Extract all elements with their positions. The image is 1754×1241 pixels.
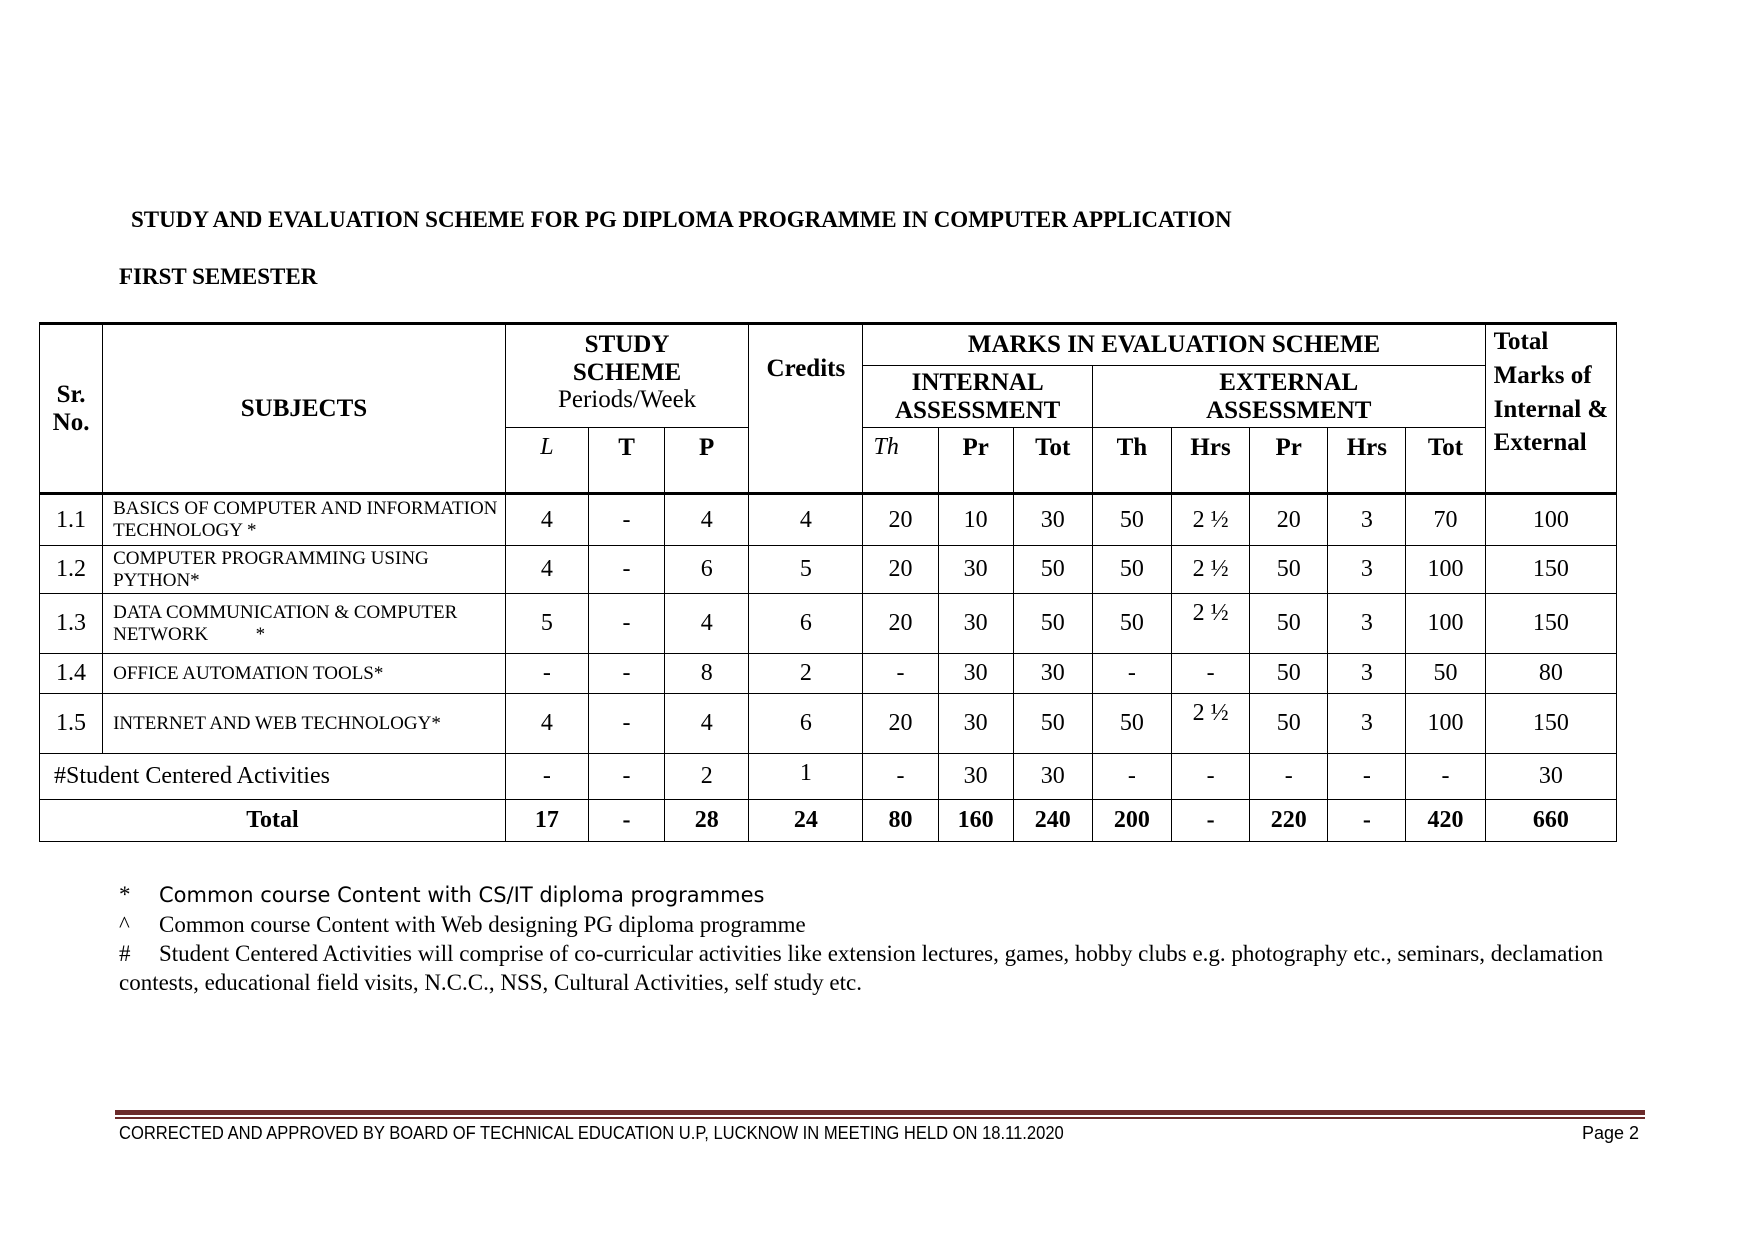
external-th-cell: 200 xyxy=(1092,800,1171,842)
sr-no-cell: 1.4 xyxy=(40,654,103,694)
total-cell: 150 xyxy=(1485,694,1616,754)
external-hrs-cell: - xyxy=(1172,754,1250,800)
marks-scheme-header: MARKS IN EVALUATION SCHEME xyxy=(863,324,1485,366)
footnote-text: Common course Content with CS/IT diploma programmes xyxy=(159,883,765,907)
page-number: Page 2 xyxy=(1581,1123,1639,1143)
l-header: L xyxy=(505,428,588,494)
table-row xyxy=(40,594,1617,654)
external-pr-cell: 50 xyxy=(1250,694,1328,754)
study-scheme-header xyxy=(505,324,748,428)
internal-th-cell: - xyxy=(863,654,938,694)
internal-th-header: Th xyxy=(863,428,938,494)
footnote-symbol: ^ xyxy=(119,912,130,937)
internal-pr-cell: 30 xyxy=(938,546,1013,594)
internal-tot-cell: 240 xyxy=(1013,800,1092,842)
activities-row xyxy=(40,754,1617,800)
p-header: P xyxy=(665,428,749,494)
table-row xyxy=(40,654,1617,694)
internal-tot-cell: 50 xyxy=(1013,594,1092,654)
external-pr-cell: 20 xyxy=(1250,494,1328,546)
external-hrs-cell: 3 xyxy=(1328,546,1406,594)
external-pr-cell: - xyxy=(1250,754,1328,800)
sr-no-cell: 1.2 xyxy=(40,546,103,594)
internal-th-cell: 80 xyxy=(863,800,938,842)
internal-th-cell: 20 xyxy=(863,546,938,594)
credits-cell: 6 xyxy=(749,594,863,654)
p-cell: 4 xyxy=(665,494,749,546)
external-hrs-cell: 3 xyxy=(1328,594,1406,654)
total-marks-header: Total Marks of Internal & External xyxy=(1485,324,1616,494)
external-hrs-cell: 2 ½ xyxy=(1172,594,1250,654)
t-cell: - xyxy=(588,800,664,842)
internal-pr-cell: 30 xyxy=(938,594,1013,654)
external-hrs-header: Hrs xyxy=(1172,428,1250,494)
subject-cell: DATA COMMUNICATION & COMPUTER NETWORK * xyxy=(103,594,506,654)
p-cell: 2 xyxy=(665,754,749,800)
external-hrs-header: Hrs xyxy=(1328,428,1406,494)
internal-th-cell: - xyxy=(863,754,938,800)
internal-pr-cell: 160 xyxy=(938,800,1013,842)
footnote-symbol: # xyxy=(119,941,131,966)
external-hrs-cell: 2 ½ xyxy=(1172,546,1250,594)
evaluation-scheme-table xyxy=(39,322,1617,842)
l-cell: 17 xyxy=(505,800,588,842)
internal-tot-cell: 50 xyxy=(1013,694,1092,754)
internal-pr-cell: 10 xyxy=(938,494,1013,546)
footnote xyxy=(119,880,1629,910)
credits-cell: 24 xyxy=(749,800,863,842)
external-tot-header: Tot xyxy=(1406,428,1485,494)
footnote xyxy=(119,939,1629,997)
t-cell: - xyxy=(588,594,664,654)
p-cell: 8 xyxy=(665,654,749,694)
sr-no-cell: 1.1 xyxy=(40,494,103,546)
p-cell: 6 xyxy=(665,546,749,594)
external-th-cell: 50 xyxy=(1092,494,1171,546)
p-cell: 4 xyxy=(665,694,749,754)
external-tot-cell: - xyxy=(1406,754,1485,800)
sr-no-cell: 1.5 xyxy=(40,694,103,754)
subjects-header: SUBJECTS xyxy=(103,324,506,494)
internal-th-cell: 20 xyxy=(863,694,938,754)
subject-cell: INTERNET AND WEB TECHNOLOGY* xyxy=(103,694,506,754)
external-th-cell: 50 xyxy=(1092,546,1171,594)
l-cell: 5 xyxy=(505,594,588,654)
external-hrs-cell: 3 xyxy=(1328,694,1406,754)
total-cell: 80 xyxy=(1485,654,1616,694)
credits-cell: 2 xyxy=(749,654,863,694)
credits-cell: 5 xyxy=(749,546,863,594)
external-hrs-cell: - xyxy=(1172,800,1250,842)
t-cell: - xyxy=(588,654,664,694)
internal-pr-header: Pr xyxy=(938,428,1013,494)
l-cell: - xyxy=(505,754,588,800)
t-cell: - xyxy=(588,494,664,546)
external-hrs-cell: - xyxy=(1328,800,1406,842)
credits-cell: 4 xyxy=(749,494,863,546)
t-cell: - xyxy=(588,694,664,754)
subject-cell: COMPUTER PROGRAMMING USING PYTHON* xyxy=(103,546,506,594)
footnote-symbol: * xyxy=(119,882,131,907)
activities-label: #Student Centered Activities xyxy=(40,754,506,800)
external-hrs-cell: 3 xyxy=(1328,654,1406,694)
l-cell: 4 xyxy=(505,494,588,546)
footnote-text: Common course Content with Web designing PG diploma programme xyxy=(159,912,806,937)
total-cell: 30 xyxy=(1485,754,1616,800)
external-pr-cell: 50 xyxy=(1250,546,1328,594)
total-cell: 100 xyxy=(1485,494,1616,546)
internal-tot-cell: 30 xyxy=(1013,494,1092,546)
footer-rule-thin xyxy=(115,1117,1645,1119)
credits-cell: 6 xyxy=(749,694,863,754)
external-pr-cell: 220 xyxy=(1250,800,1328,842)
internal-th-cell: 20 xyxy=(863,594,938,654)
total-row xyxy=(40,800,1617,842)
external-tot-cell: 100 xyxy=(1406,546,1485,594)
credits-header: Credits xyxy=(749,324,863,494)
table-row xyxy=(40,494,1617,546)
internal-pr-cell: 30 xyxy=(938,654,1013,694)
total-cell: 150 xyxy=(1485,594,1616,654)
external-th-cell: 50 xyxy=(1092,694,1171,754)
credits-cell: 1 xyxy=(749,754,863,800)
external-tot-cell: 50 xyxy=(1406,654,1485,694)
subject-cell: BASICS OF COMPUTER AND INFORMATION TECHNOLOGY * xyxy=(103,494,506,546)
internal-th-cell: 20 xyxy=(863,494,938,546)
external-th-header: Th xyxy=(1092,428,1171,494)
t-cell: - xyxy=(588,546,664,594)
total-cell: 150 xyxy=(1485,546,1616,594)
footer-approval-text: CORRECTED AND APPROVED BY BOARD OF TECHNICAL EDUCATION U.P, LUCKNOW IN MEETING HELD ON 18.11.2020 xyxy=(119,1123,1064,1143)
internal-tot-cell: 30 xyxy=(1013,654,1092,694)
table-row xyxy=(40,694,1617,754)
external-hrs-cell: - xyxy=(1328,754,1406,800)
t-header: T xyxy=(588,428,664,494)
external-tot-cell: 70 xyxy=(1406,494,1485,546)
document-title: STUDY AND EVALUATION SCHEME FOR PG DIPLOMA PROGRAMME IN COMPUTER APPLICATION xyxy=(131,207,1232,232)
external-th-cell: - xyxy=(1092,654,1171,694)
subject-cell: OFFICE AUTOMATION TOOLS* xyxy=(103,654,506,694)
external-hrs-cell: - xyxy=(1172,654,1250,694)
external-hrs-cell: 2 ½ xyxy=(1172,494,1250,546)
footnotes xyxy=(119,880,1629,997)
external-tot-cell: 100 xyxy=(1406,594,1485,654)
total-label: Total xyxy=(40,800,506,842)
internal-tot-header: Tot xyxy=(1013,428,1092,494)
internal-pr-cell: 30 xyxy=(938,694,1013,754)
l-cell: 4 xyxy=(505,694,588,754)
p-cell: 28 xyxy=(665,800,749,842)
internal-pr-cell: 30 xyxy=(938,754,1013,800)
external-tot-cell: 100 xyxy=(1406,694,1485,754)
sr-no-cell: 1.3 xyxy=(40,594,103,654)
internal-tot-cell: 30 xyxy=(1013,754,1092,800)
external-hrs-cell: 3 xyxy=(1328,494,1406,546)
sr-no-header: Sr. No. xyxy=(40,324,103,494)
t-cell: - xyxy=(588,754,664,800)
external-th-cell: 50 xyxy=(1092,594,1171,654)
l-cell: - xyxy=(505,654,588,694)
external-tot-cell: 420 xyxy=(1406,800,1485,842)
study-scheme-label: STUDY SCHEME xyxy=(572,331,682,386)
footnote xyxy=(119,910,1629,939)
footnote-text: Student Centered Activities will comprise of co-curricular activities like extension lectures, games, hobby clubs e.g. photography etc., seminars, declamation contests, educational field visits, N.C.C., NSS, Cultural Activities, self study etc. xyxy=(119,941,1604,995)
external-hrs-cell: 2 ½ xyxy=(1172,694,1250,754)
l-cell: 4 xyxy=(505,546,588,594)
external-pr-cell: 50 xyxy=(1250,594,1328,654)
periods-week-label: Periods/Week xyxy=(557,386,697,413)
footer-rule xyxy=(115,1110,1645,1115)
internal-assessment-header: INTERNAL ASSESSMENT xyxy=(863,366,1092,428)
internal-tot-cell: 50 xyxy=(1013,546,1092,594)
external-assessment-header: EXTERNAL ASSESSMENT xyxy=(1092,366,1485,428)
external-pr-header: Pr xyxy=(1250,428,1328,494)
external-pr-cell: 50 xyxy=(1250,654,1328,694)
table-row xyxy=(40,546,1617,594)
total-cell: 660 xyxy=(1485,800,1616,842)
p-cell: 4 xyxy=(665,594,749,654)
semester-heading: FIRST SEMESTER xyxy=(119,264,318,289)
external-th-cell: - xyxy=(1092,754,1171,800)
